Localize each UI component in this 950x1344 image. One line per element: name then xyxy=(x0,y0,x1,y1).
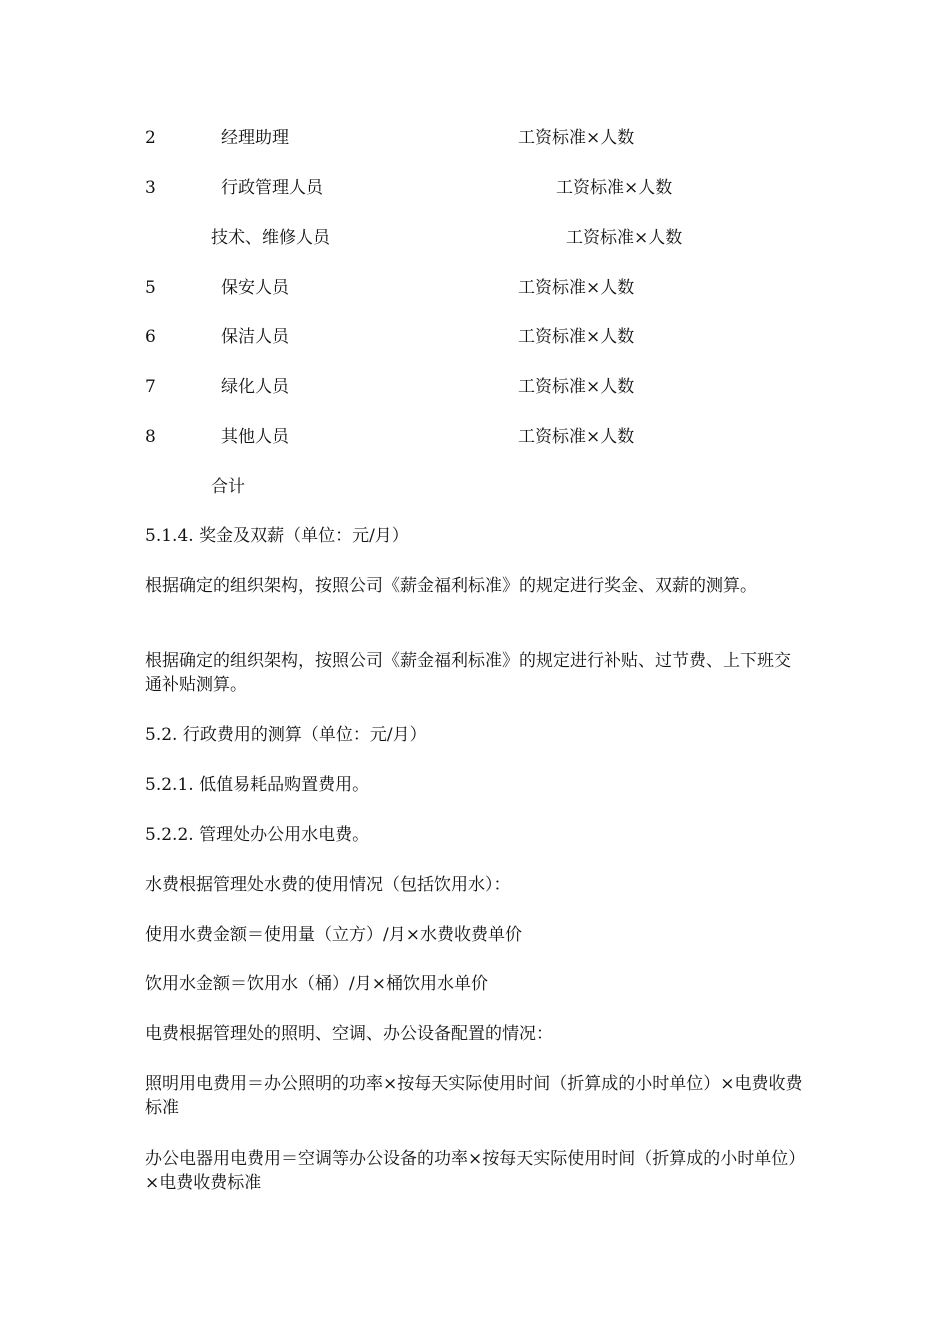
section-heading-5-2-1: 5.2.1. 低值易耗品购置费用。 xyxy=(145,775,370,795)
row-number: 3 xyxy=(145,178,156,198)
water-intro: 水费根据管理处水费的使用情况（包括饮用水）： xyxy=(145,875,511,895)
row-formula: 工资标准×人数 xyxy=(518,128,635,148)
row-formula: 工资标准×人数 xyxy=(566,228,683,248)
paragraph-subsidy: 根据确定的组织架构，按照公司《薪金福利标准》的规定进行补贴、过节费、上下班交通补贴测算。 xyxy=(145,651,791,695)
row-formula: 工资标准×人数 xyxy=(556,178,673,198)
row-formula: 工资标准×人数 xyxy=(518,427,635,447)
row-formula: 工资标准×人数 xyxy=(518,327,635,347)
water-formula: 使用水费金额＝使用量（立方）/月×水费收费单价 xyxy=(145,925,522,945)
row-role: 其他人员 xyxy=(221,427,289,447)
row-role: 技术、维修人员 xyxy=(211,228,330,248)
row-number: 8 xyxy=(145,427,156,447)
row-number: 6 xyxy=(145,327,156,347)
row-number: 7 xyxy=(145,377,156,397)
row-formula: 工资标准×人数 xyxy=(518,278,635,298)
electricity-intro: 电费根据管理处的照明、空调、办公设备配置的情况： xyxy=(145,1024,553,1044)
row-formula: 工资标准×人数 xyxy=(518,377,635,397)
row-role: 绿化人员 xyxy=(221,377,289,397)
paragraph-bonus: 根据确定的组织架构，按照公司《薪金福利标准》的规定进行奖金、双薪的测算。 xyxy=(145,576,757,596)
row-role: 行政管理人员 xyxy=(221,178,323,198)
row-number: 5 xyxy=(145,278,156,298)
row-role: 保洁人员 xyxy=(221,327,289,347)
total-label: 合计 xyxy=(211,477,245,497)
lighting-formula: 照明用电费用＝办公照明的功率×按每天实际使用时间（折算成的小时单位）×电费收费标准 xyxy=(145,1074,803,1118)
appliance-formula: 办公电器用电费用＝空调等办公设备的功率×按每天实际使用时间（折算成的小时单位）×电费收费标准 xyxy=(145,1149,797,1193)
section-heading-5-2: 5.2. 行政费用的测算（单位：元/月） xyxy=(145,725,427,745)
section-heading-5-1-4: 5.1.4. 奖金及双薪（单位：元/月） xyxy=(145,526,409,546)
section-heading-5-2-2: 5.2.2. 管理处办公用水电费。 xyxy=(145,825,370,845)
row-role: 保安人员 xyxy=(221,278,289,298)
row-role: 经理助理 xyxy=(221,128,289,148)
drinking-water-formula: 饮用水金额＝饮用水（桶）/月×桶饮用水单价 xyxy=(145,974,488,994)
row-number: 2 xyxy=(145,128,156,148)
